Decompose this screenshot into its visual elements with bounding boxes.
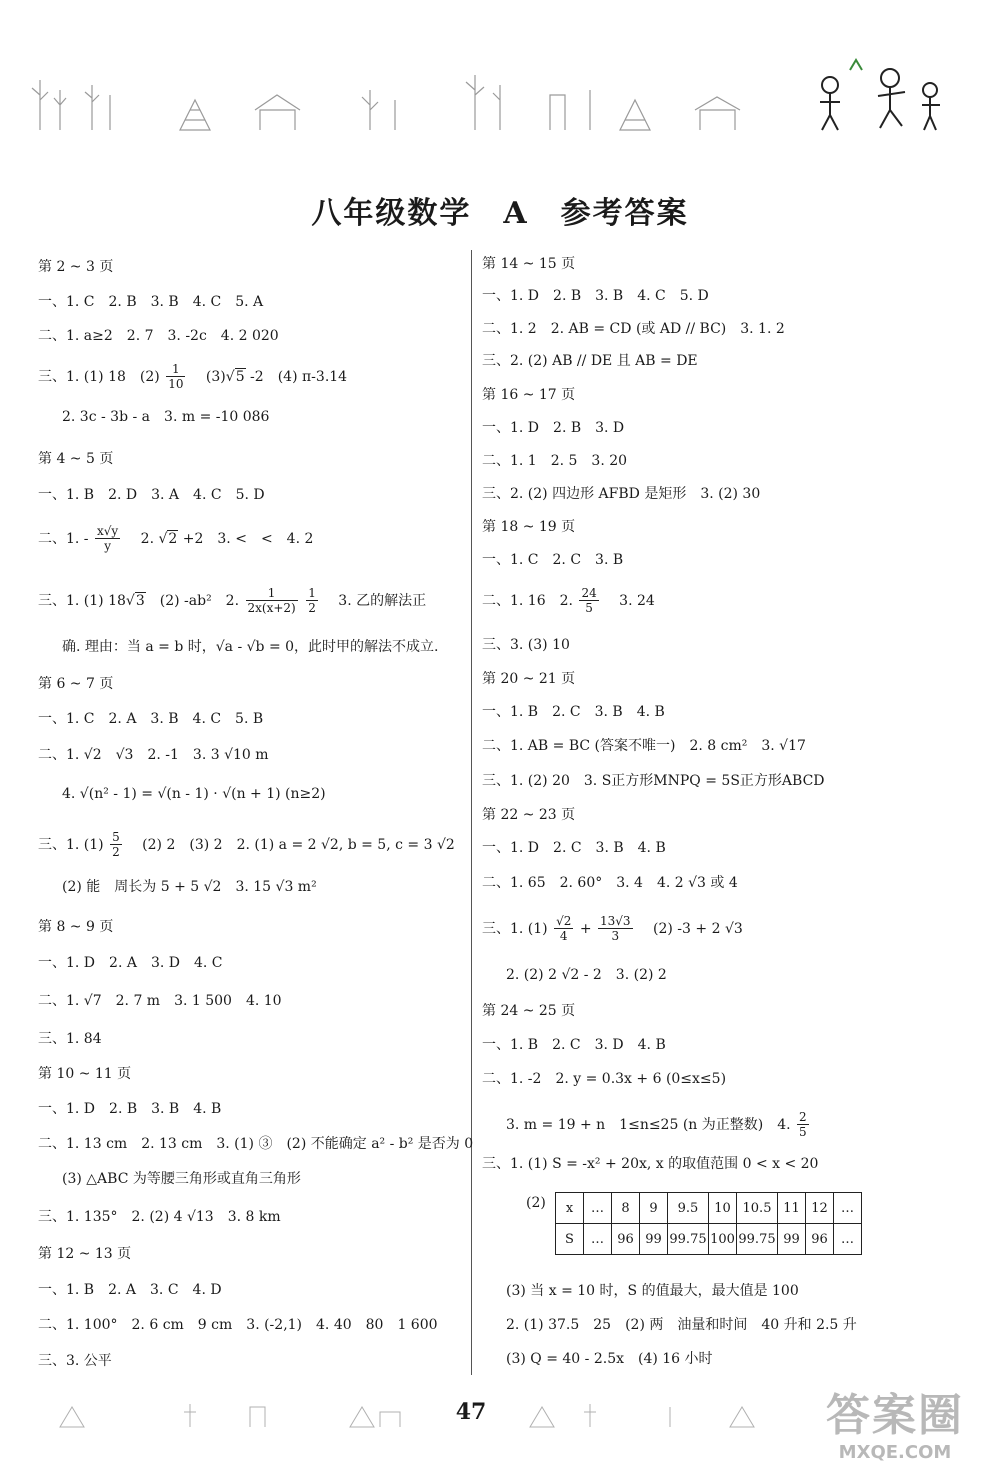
section-heading: 第 12 ~ 13 页 <box>38 1246 132 1262</box>
table-row <box>556 1224 862 1255</box>
table-cell: 99.75 <box>668 1224 709 1255</box>
answer-line: 一、1. D 2. C 3. B 4. B <box>482 840 666 856</box>
watermark-logo-text: 答案圈 <box>826 1390 964 1441</box>
answer-line <box>38 362 347 392</box>
fraction: $\frac{13√3}{3}$ <box>600 914 631 944</box>
answer-line: (2) 能 周长为 5 + 5 √2 3. 15 √3 m² <box>62 879 317 895</box>
answer-line: 一、1. B 2. C 3. B 4. B <box>482 704 665 720</box>
answer-line: 4. √(n² - 1) = √(n - 1) · √(n + 1) (n≥2) <box>62 786 326 802</box>
table-cell: 12 <box>806 1193 834 1224</box>
fraction: $\frac{24}{5}$ <box>581 586 597 616</box>
section-heading: 第 2 ~ 3 页 <box>38 259 114 275</box>
answer-line: 二、1. 13 cm 2. 13 cm 3. (1) ③ (2) 不能确定 a² - b² 是否为 0 <box>38 1136 474 1152</box>
radicand: 5 <box>235 368 245 385</box>
section-heading: 第 4 ~ 5 页 <box>38 451 114 467</box>
answer-line: 三、2. (2) AB // DE 且 AB = DE <box>482 353 698 369</box>
answer-line: 2. (2) 2 √2 - 2 3. (2) 2 <box>506 967 667 983</box>
answer-line: 三、2. (2) 四边形 AFBD 是矩形 3. (2) 30 <box>482 486 761 502</box>
table-cell: 96 <box>612 1224 640 1255</box>
answer-line: 二、1. AB = BC (答案不唯一) 2. 8 cm² 3. √17 <box>482 738 806 754</box>
fraction: $\frac{x√y}{y}$ <box>97 524 119 554</box>
kids-drawing-icon <box>820 60 940 130</box>
section-heading: 第 10 ~ 11 页 <box>38 1066 132 1082</box>
answer-line: 一、1. D 2. B 3. B 4. C 5. D <box>482 288 709 304</box>
section-heading: 第 18 ~ 19 页 <box>482 519 576 535</box>
answer-line: 一、1. C 2. B 3. B 4. C 5. A <box>38 294 264 310</box>
section-heading: 第 22 ~ 23 页 <box>482 807 576 823</box>
table-cell: 99.75 <box>737 1224 778 1255</box>
table-cell: … <box>584 1193 612 1224</box>
answer-line: 三、3. 公平 <box>38 1353 112 1369</box>
table-cell: … <box>834 1193 862 1224</box>
table-cell: 96 <box>806 1224 834 1255</box>
answer-line: 二、1. 65 2. 60° 3. 4 4. 2 √3 或 4 <box>482 875 738 891</box>
answer-line: 一、1. B 2. D 3. A 4. C 5. D <box>38 487 265 503</box>
answer-line: 一、1. C 2. C 3. B <box>482 552 624 568</box>
answer-line: 二、1. √2 √3 2. -1 3. 3 √10 m <box>38 747 269 763</box>
column-divider <box>471 250 472 1375</box>
table-cell: 10.5 <box>737 1193 778 1224</box>
answer-line: 二、1. 1 2. 5 3. 20 <box>482 453 628 469</box>
section-heading: 第 14 ~ 15 页 <box>482 256 576 272</box>
answer-line: 一、1. C 2. A 3. B 4. C 5. B <box>38 711 264 727</box>
sqrt-symbol <box>126 593 135 609</box>
x-s-value-table <box>555 1192 862 1255</box>
table-cell: 11 <box>778 1193 806 1224</box>
answer-line: 一、1. D 2. B 3. D <box>482 420 625 436</box>
answer-line: 二、1. 16 2. $\frac{24}{5}$ 3. 24 <box>482 586 655 616</box>
answer-line: 一、1. B 2. A 3. C 4. D <box>38 1282 222 1298</box>
table-cell: 9.5 <box>668 1193 709 1224</box>
answer-line: 二、1. 2 2. AB = CD (或 AD // BC) 3. 1. 2 <box>482 321 785 337</box>
answer-line: 三、1. (1) $\frac{5}{2}$ (2) 2 (3) 2 2. (1) a = 2 √2, b = 5, c = 3 √2 <box>38 830 455 860</box>
answer-line: 二、1. -2 2. y = 0.3x + 6 (0≤x≤5) <box>482 1071 727 1087</box>
page-number: 47 <box>455 1399 487 1425</box>
answer-line: (2) <box>526 1195 546 1211</box>
fraction: $\frac{1}{2x(x+2)}$ <box>247 586 296 616</box>
answer-line: 三、1. 84 <box>38 1031 102 1047</box>
section-heading: 第 8 ~ 9 页 <box>38 919 114 935</box>
section-heading: 第 6 ~ 7 页 <box>38 676 114 692</box>
fraction: $\frac{2}{5}$ <box>799 1110 807 1140</box>
answer-line: 三、1. (1) $\frac{√2}{4}$ + $\frac{13√3}{3}$ (2) -3 + 2 √3 <box>482 914 743 944</box>
table-cell: 99 <box>778 1224 806 1255</box>
section-heading: 第 24 ~ 25 页 <box>482 1003 576 1019</box>
answer-line: 二、1. - $\frac{x√y}{y}$ 2. √ 2 +2 3. < < 4. 2 <box>38 524 313 554</box>
answer-line: 确. 理由：当 a = b 时，√a - √b = 0，此时甲的解法不成立. <box>62 639 439 655</box>
table-row <box>556 1193 862 1224</box>
page-title: 八年级数学 A 参考答案 <box>311 196 689 231</box>
answer-line: 3. m = 19 + n 1≤n≤25 (n 为正整数) 4. $\frac{2}{5}$ <box>506 1110 807 1140</box>
table-cell: 99 <box>640 1224 668 1255</box>
watermark-site: MXQE.COM <box>838 1442 952 1463</box>
answer-line: 三、1. (1) 18√ 3 (2) -ab² 2. $\frac{1}{2x(x+2)}$ $\frac{1}{2}$ 3. 乙的解法正 <box>38 586 426 616</box>
answer-line: 二、1. 100° 2. 6 cm 9 cm 3. (-2,1) 4. 40 80 1 600 <box>38 1317 438 1333</box>
header-illustration <box>30 50 970 140</box>
sqrt-symbol <box>226 369 235 385</box>
fraction: $\frac{1}{2}$ <box>308 586 316 616</box>
section-heading: 第 16 ~ 17 页 <box>482 387 576 403</box>
table-cell: … <box>584 1224 612 1255</box>
answer-text: 三、1. (1) 18 (2) <box>38 368 160 385</box>
answer-line: (3) Q = 40 - 2.5x (4) 16 小时 <box>506 1351 713 1367</box>
answer-line: 一、1. D 2. A 3. D 4. C <box>38 955 223 971</box>
answer-line: (3) 当 x = 10 时，S 的值最大，最大值是 100 <box>506 1283 799 1299</box>
footer-illustration <box>50 1392 770 1432</box>
answer-line: 二、1. a≥2 2. 7 3. -2c 4. 2 020 <box>38 328 279 344</box>
answer-line: 三、1. (2) 20 3. S正方形MNPQ = 5S正方形ABCD <box>482 773 825 789</box>
table-cell: 100 <box>709 1224 737 1255</box>
table-cell: … <box>834 1224 862 1255</box>
table-cell: 8 <box>612 1193 640 1224</box>
answer-text: (3) <box>191 368 226 385</box>
answer-line: (3) △ABC 为等腰三角形或直角三角形 <box>62 1171 301 1187</box>
answer-line: 2. 3c - 3b - a 3. m = -10 086 <box>62 409 270 425</box>
answer-line: 一、1. B 2. C 3. D 4. B <box>482 1037 666 1053</box>
table-cell: 9 <box>640 1193 668 1224</box>
table-cell: 10 <box>709 1193 737 1224</box>
watermark-logo <box>800 1390 990 1475</box>
fraction: $\frac{√2}{4}$ <box>556 914 572 944</box>
table-cell: S <box>556 1224 584 1255</box>
fraction: $\frac{5}{2}$ <box>112 830 120 860</box>
answer-line: 二、1. √7 2. 7 m 3. 1 500 4. 10 <box>38 993 282 1009</box>
answer-line: 三、1. 135° 2. (2) 4 √13 3. 8 km <box>38 1209 281 1225</box>
fraction: $\frac{1}{10}$ <box>168 362 184 392</box>
answer-line: 三、1. (1) S = -x² + 20x, x 的取值范围 0 < x < 20 <box>482 1156 819 1172</box>
table-cell: x <box>556 1193 584 1224</box>
section-heading: 第 20 ~ 21 页 <box>482 671 576 687</box>
answer-text: -2 (4) π-3.14 <box>245 368 348 385</box>
answer-line: 三、3. (3) 10 <box>482 637 570 653</box>
answer-line: 一、1. D 2. B 3. B 4. B <box>38 1101 222 1117</box>
answer-line: 2. (1) 37.5 25 (2) 两 油量和时间 40 升和 2.5 升 <box>506 1317 857 1333</box>
